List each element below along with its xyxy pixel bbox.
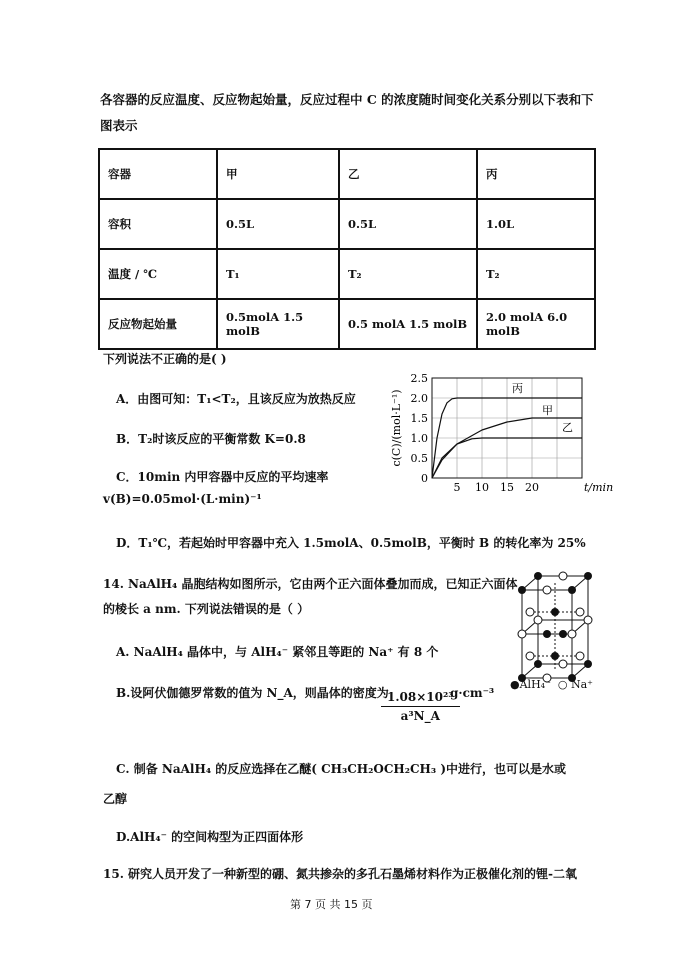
q14-option-a: A. NaAlH₄ 晶体中，与 AlH₄⁻ 紧邻且等距的 Na⁺ 有 8 个	[116, 645, 439, 659]
table-cell: 1.0L	[477, 199, 595, 249]
q13-option-a: A．由图可知：T₁<T₂，且该反应为放热反应	[116, 392, 356, 406]
alh4-legend-label: AlH₄⁻	[519, 678, 551, 691]
fraction-numerator: 1.08×10²³	[381, 690, 460, 707]
table-row	[99, 249, 595, 299]
table-cell: 2.0 molA 6.0 molB	[477, 299, 595, 349]
origin-label: 0	[421, 472, 428, 485]
table-cell: 丙	[477, 149, 595, 199]
intro-line-2: 图表示	[100, 118, 138, 133]
table-row	[99, 149, 595, 199]
q13-stem: 下列说法不正确的是( )	[103, 352, 227, 366]
series-label: 乙	[562, 420, 573, 434]
alh4-legend-icon: ●	[510, 678, 520, 691]
q13-option-c-line1: C．10min 内甲容器中反应的平均速率	[116, 470, 329, 484]
q15-line-1: 15. 研究人员开发了一种新型的硼、氮共掺杂的多孔石墨烯材料作为正极催化剂的锂-二氧	[103, 867, 578, 881]
table-cell: 0.5L	[339, 199, 477, 249]
x-tick-label: 10	[475, 481, 489, 494]
na-legend-icon: ○	[557, 678, 568, 691]
concentration-time-chart	[388, 366, 614, 500]
y-tick-label: 2.0	[410, 392, 428, 405]
x-tick-label: 5	[453, 481, 461, 494]
table-cell: T₂	[477, 249, 595, 299]
intro-line-1: 各容器的反应温度、反应物起始量，反应过程中 C 的浓度随时间变化关系分别以下表和下	[100, 92, 594, 107]
y-tick-label: 1.5	[410, 412, 428, 425]
container-table	[98, 148, 596, 350]
table-row	[99, 299, 595, 349]
x-tick-label: 15	[500, 481, 514, 494]
table-cell: 反应物起始量	[99, 299, 217, 349]
y-tick-label: 0.5	[410, 452, 428, 465]
q13-option-b: B．T₂时该反应的平衡常数 K=0.8	[116, 432, 306, 446]
q14-option-b: B.设阿伏伽德罗常数的值为 N_A，则晶体的密度为	[116, 686, 389, 700]
table-cell: 0.5 molA 1.5 molB	[339, 299, 477, 349]
crystal-legend	[510, 678, 593, 691]
na-legend-label: Na⁺	[571, 678, 593, 691]
table-cell: 乙	[339, 149, 477, 199]
series-label: 丙	[512, 382, 523, 395]
y-tick-label: 2.5	[410, 372, 428, 385]
table-cell: 甲	[217, 149, 339, 199]
table-cell: 容器	[99, 149, 217, 199]
table-cell: T₂	[339, 249, 477, 299]
q14-line-1: 14. NaAlH₄ 晶胞结构如图所示，它由两个正六面体叠加而成，已知正六面体	[103, 577, 518, 591]
series-label: 甲	[542, 404, 553, 417]
table-cell: 温度 / ℃	[99, 249, 217, 299]
q13-option-d: D．T₁℃，若起始时甲容器中充入 1.5molA、0.5molB，平衡时 B 的转化率为 25%	[116, 536, 586, 550]
q13-option-c-line2: v(B)=0.05mol·(L·min)⁻¹	[103, 492, 262, 506]
x-axis-label: t/min	[584, 481, 614, 494]
density-unit: g·cm⁻³	[450, 686, 495, 700]
y-axis-label: c(C)/(mol·L⁻¹)	[390, 389, 403, 467]
q14-option-d: D.AlH₄⁻ 的空间构型为正四面体形	[116, 830, 304, 844]
page-footer: 第 7 页 共 15 页	[290, 898, 373, 911]
table-cell: 0.5L	[217, 199, 339, 249]
table-cell: 0.5molA 1.5 molB	[217, 299, 339, 349]
q14-line-2: 的棱长 a nm. 下列说法错误的是（ ）	[103, 602, 310, 616]
table-row	[99, 199, 595, 249]
y-tick-label: 1.0	[410, 432, 428, 445]
fraction-denominator: a³N_A	[400, 709, 440, 723]
crystal-cell-figure	[512, 568, 602, 692]
table-cell: T₁	[217, 249, 339, 299]
x-tick-label: 20	[525, 481, 539, 494]
density-fraction	[381, 690, 460, 723]
q14-option-c-line1: C. 制备 NaAlH₄ 的反应选择在乙醚( CH₃CH₂OCH₂CH₃ )中进行，也可以是水或	[116, 762, 567, 776]
table-cell: 容积	[99, 199, 217, 249]
q14-option-c-line2: 乙醇	[103, 792, 128, 806]
